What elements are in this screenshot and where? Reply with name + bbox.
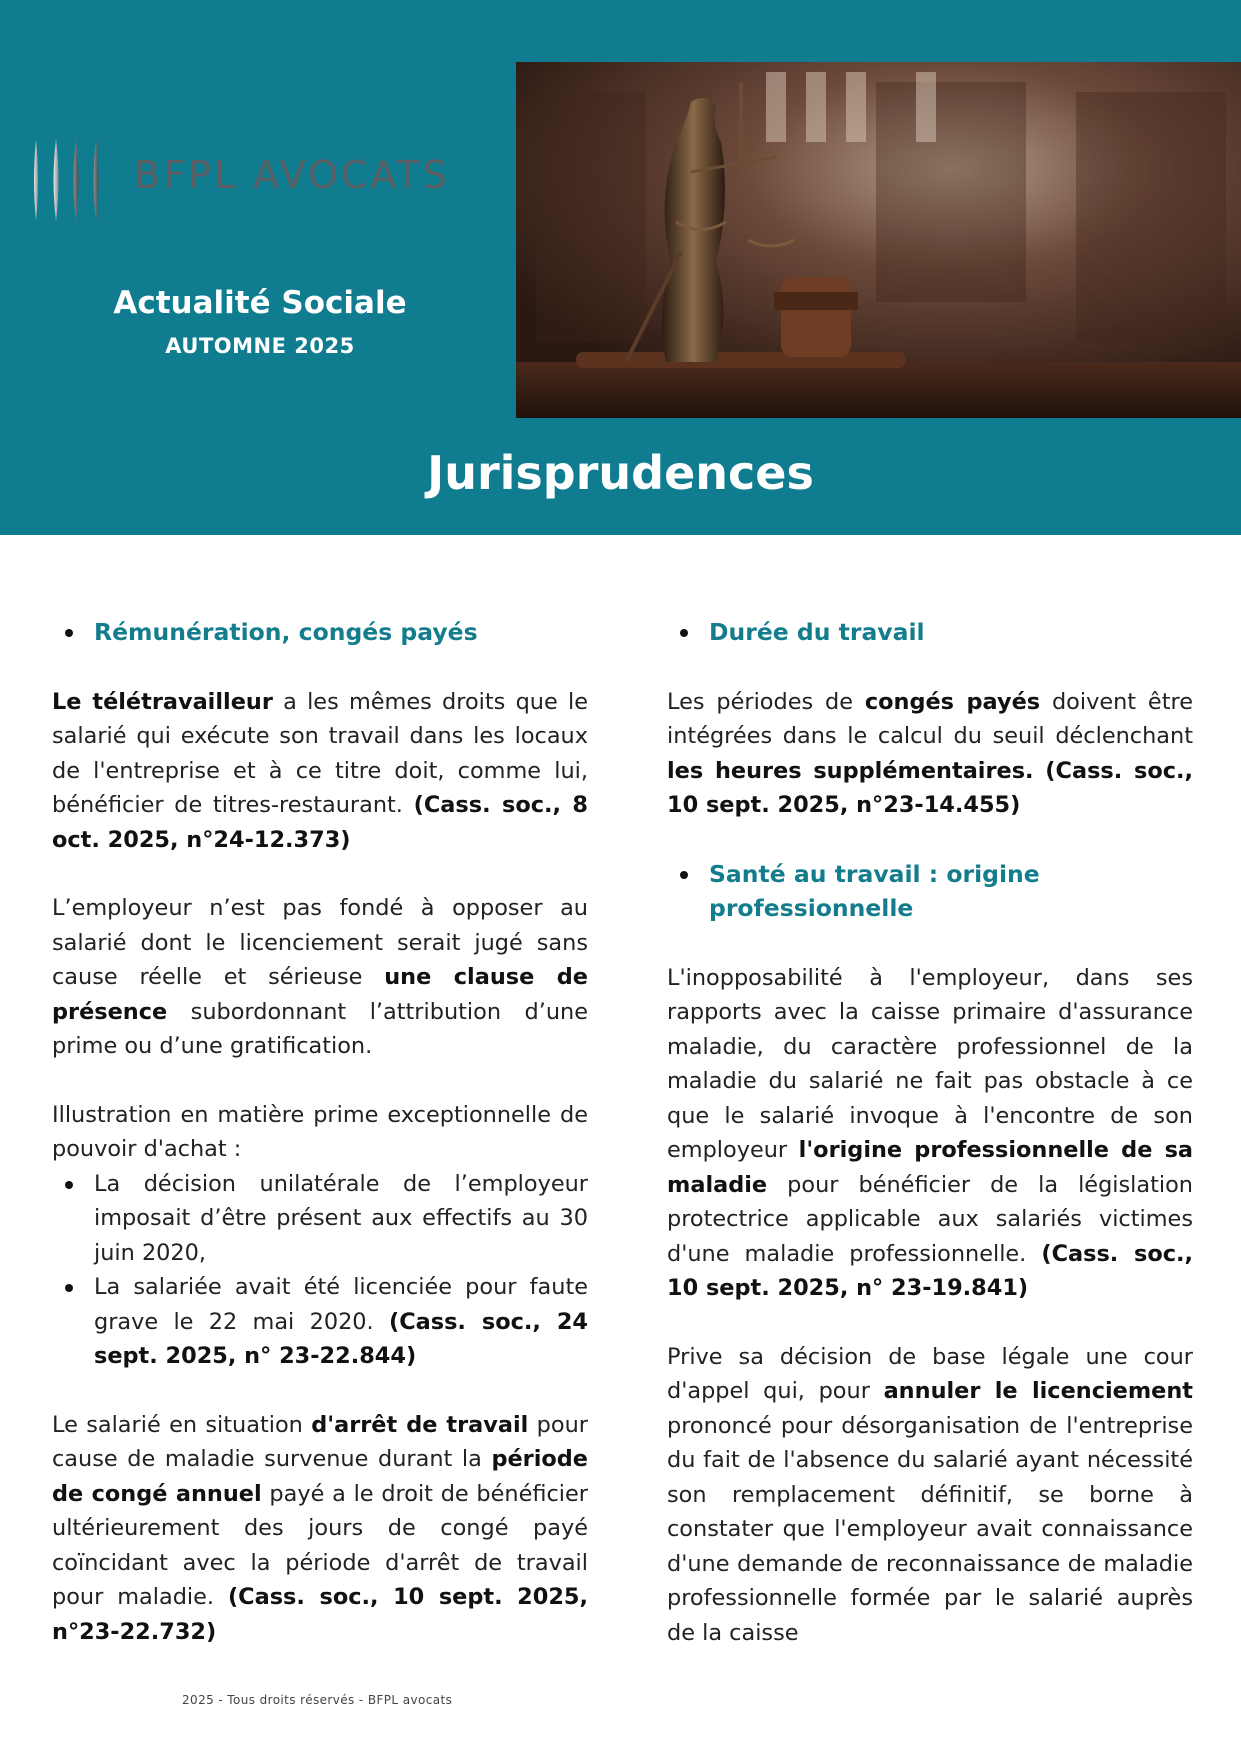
issue-title: Actualité Sociale (113, 285, 407, 321)
section-heading-remuneration: Rémunération, congés payés (52, 615, 588, 650)
footer-copyright: 2025 - Tous droits réservés - BFPL avocats (182, 1693, 453, 1707)
logo-bars-icon (30, 135, 110, 225)
page-title: Jurisprudences (427, 446, 814, 500)
paragraph-arret-travail: Le salarié en situation d'arrêt de travail pour cause de maladie survenue durant la période de congé annuel payé a le droit de bénéficier ultérieurement des jours de congé payé coïncidant avec la période d'arrêt de travail pour maladie. (Cass. soc., 10 sept. 2025, n°23-22.732) (52, 1411, 589, 1645)
paragraph-illustration: Illustration en matière prime exceptionnelle de pouvoir d'achat : (52, 1101, 588, 1162)
header-banner (0, 0, 1241, 535)
paragraph-inopposabilite: L'inopposabilité à l'employeur, dans ses rapports avec la caisse primaire d'assurance maladie, du caractère professionnel de la maladie du salarié ne fait pas obstacle à ce que le salarié invoque à l'encontre de son employeur l'origine professionnelle de sa maladie pour bénéficier de la législation protectrice applicable aux salariés victimes d'une maladie professionnelle. (Cass. soc., 10 sept. 2025, n° 23-19.841) (667, 964, 1194, 1301)
section-heading-sante-travail: Santé au travail : origine professionnelle (667, 857, 1193, 926)
paragraph-heures-supplementaires: Les périodes de congés payés doivent être intégrées dans le calcul du seuil déclenchant les heures supplémentaires. (Cass. soc., 10 sept. 2025, n°23-14.455) (667, 688, 1193, 818)
list-item: La décision unilatérale de l’employeur imposait d’être présent aux effectifs au 30 juin 2020, (52, 1167, 588, 1271)
paragraph-teletravail: Le télétravailleur a les mêmes droits que le salarié qui exécute son travail dans les locaux de l'entreprise et à ce titre doit, comme lui, bénéficier de titres-restaurant. (Cass. soc., 8 oct. 2025, n°24-12.373) (52, 688, 588, 853)
paragraph-clause-presence: L’employeur n’est pas fondé à opposer au salarié dont le licenciement serait jugé sans cause réelle et sérieuse une clause de présence subordonnant l’attribution d’une prime ou d’une gratification. (52, 895, 588, 1059)
illustration-list (52, 1167, 588, 1374)
lady-justice-photo (516, 62, 1241, 418)
logo-text: BFPL AVOCATS (134, 153, 450, 197)
paragraph-annulation-licenciement: Prive sa décision de base légale une cour d'appel qui, pour annuler le licenciement prononcé pour désorganisation de l'entreprise du fait de l'absence du salarié ayant nécessité son remplacement définitif, se borne à constater que l'employeur avait connaissance d'une demande de reconnaissance de maladie professionnelle formée par le salarié auprès de la caisse (667, 1343, 1194, 1646)
right-column (667, 615, 1193, 1650)
left-column (52, 615, 588, 1649)
section-heading-duree-travail: Durée du travail (667, 615, 1193, 650)
bfpl-logo (30, 135, 490, 225)
issue-subtitle: AUTOMNE 2025 (165, 334, 355, 358)
list-item: La salariée avait été licenciée pour faute grave le 22 mai 2020. (Cass. soc., 24 sept. 2025, n° 23-22.844) (52, 1270, 588, 1374)
